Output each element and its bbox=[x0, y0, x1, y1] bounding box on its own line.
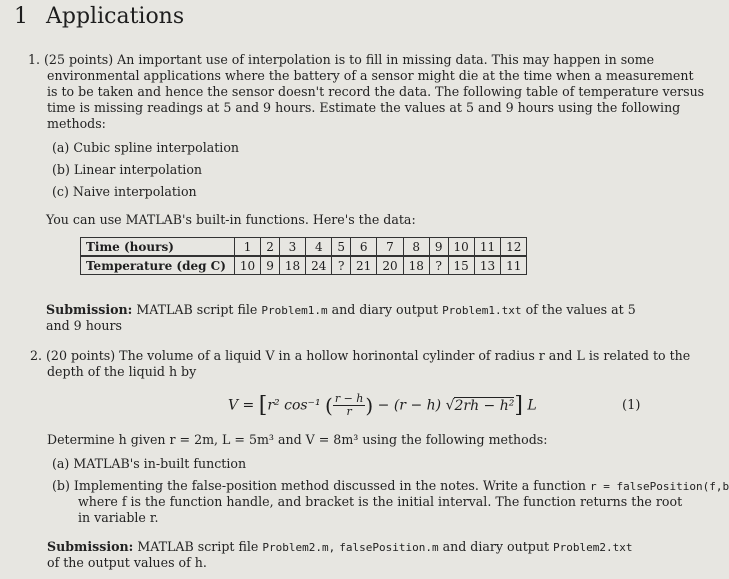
section-title: Applications bbox=[46, 4, 185, 29]
temp-cell: 10 bbox=[234, 256, 260, 275]
temp-cell: ? bbox=[429, 256, 448, 275]
submission-text: MATLAB script file bbox=[136, 302, 258, 317]
time-cell: 11 bbox=[474, 238, 500, 257]
time-cell: 3 bbox=[279, 238, 305, 257]
volume-equation: V = [r² cos⁻¹ ( $\frac{r - h}{r}) - (r - h)$ √2rh − h²] L bbox=[228, 392, 537, 418]
time-cell: 7 bbox=[377, 238, 403, 257]
temp-cell: ? bbox=[332, 256, 351, 275]
temp-cell: 13 bbox=[474, 256, 500, 275]
temp-cell: 9 bbox=[261, 256, 280, 275]
method-b-code: r = falsePosition(f,b bbox=[590, 480, 729, 493]
time-cell: 12 bbox=[501, 238, 527, 257]
eq-rest: − (r − h) bbox=[377, 397, 442, 414]
submission-text: and diary output bbox=[331, 302, 439, 317]
eq-lhs: V = bbox=[228, 397, 255, 414]
time-header: Time (hours) bbox=[81, 238, 235, 257]
eq-r2cos: r² cos⁻¹ bbox=[267, 397, 321, 414]
eq-frac-num: r − h bbox=[334, 392, 364, 405]
submission-text: MATLAB script file bbox=[137, 539, 259, 554]
temp-cell: 21 bbox=[351, 256, 377, 275]
q1-submission-line-2: and 9 hours bbox=[46, 318, 122, 333]
submission-file: falsePosition.m bbox=[339, 541, 439, 554]
q2-method-b-line-1 bbox=[52, 478, 729, 495]
temperature-header: Temperature (deg C) bbox=[81, 256, 235, 275]
q2-submission bbox=[47, 539, 633, 556]
temp-cell: 24 bbox=[306, 256, 332, 275]
q1-line-4: time is missing readings at 5 and 9 hours. Estimate the values at 5 and 9 hours using the following bbox=[47, 100, 681, 115]
data-table bbox=[80, 237, 527, 275]
q2-method-b-line-2: where f is the function handle, and bracket is the initial interval. The function returns the root bbox=[78, 494, 683, 509]
submission-file: Problem2.txt bbox=[553, 541, 633, 554]
q1-method-c: (c) Naive interpolation bbox=[52, 184, 197, 199]
method-b-text: (b) Implementing the false-position method discussed in the notes. Write a function bbox=[52, 478, 587, 493]
submission-text: and diary output bbox=[442, 539, 550, 554]
q2-determine: Determine h given r = 2m, L = 5m³ and V = 8m³ using the following methods: bbox=[47, 432, 548, 447]
eq-bracket-open: [ bbox=[258, 393, 268, 418]
eq-L: L bbox=[527, 397, 537, 414]
submission-file: Problem1.m bbox=[261, 304, 328, 317]
q2-submission-line-2: of the output values of h. bbox=[47, 555, 207, 570]
q1-builtin-note: You can use MATLAB's built-in functions. Here's the data: bbox=[46, 212, 416, 227]
temp-cell: 11 bbox=[501, 256, 527, 275]
time-cell: 10 bbox=[448, 238, 474, 257]
q2-method-b-line-3: in variable r. bbox=[78, 510, 159, 525]
q2-line-2: depth of the liquid h by bbox=[47, 364, 197, 379]
q1-submission bbox=[46, 302, 636, 319]
time-cell: 4 bbox=[306, 238, 332, 257]
eq-sqrt: 2rh − h² bbox=[454, 397, 515, 414]
temp-cell: 20 bbox=[377, 256, 403, 275]
q1-line-1: 1. (25 points) An important use of interpolation is to fill in missing data. This may happen in some bbox=[28, 52, 655, 67]
temp-cell: 18 bbox=[403, 256, 429, 275]
time-cell: 6 bbox=[351, 238, 377, 257]
q1-method-b: (b) Linear interpolation bbox=[52, 162, 203, 177]
time-cell: 8 bbox=[403, 238, 429, 257]
submission-file: Problem2.m, bbox=[262, 541, 336, 554]
q1-line-3: is to be taken and hence the sensor doesn't record the data. The following table of temperature versus bbox=[47, 84, 705, 99]
q2-line-1: 2. (20 points) The volume of a liquid V in a hollow horinontal cylinder of radius r and L is related to the bbox=[30, 348, 691, 363]
equation-number: (1) bbox=[622, 398, 641, 413]
submission-file: Problem1.txt bbox=[442, 304, 522, 317]
section-number: 1 bbox=[14, 4, 28, 29]
time-row bbox=[81, 238, 527, 257]
eq-bracket-close: ] bbox=[514, 393, 523, 418]
time-cell: 1 bbox=[234, 238, 260, 257]
q2-method-a: (a) MATLAB's in-built function bbox=[52, 456, 247, 471]
temperature-row bbox=[81, 256, 527, 275]
submission-label: Submission: bbox=[46, 302, 133, 317]
q1-line-2: environmental applications where the battery of a sensor might die at the time when a measurement bbox=[47, 68, 694, 83]
time-cell: 5 bbox=[332, 238, 351, 257]
q1-method-a: (a) Cubic spline interpolation bbox=[52, 140, 240, 155]
eq-fraction bbox=[333, 393, 366, 418]
submission-label: Submission: bbox=[47, 539, 134, 554]
q1-line-5: methods: bbox=[47, 116, 106, 131]
eq-frac-den: r bbox=[346, 405, 352, 418]
submission-text: of the values at 5 bbox=[525, 302, 636, 317]
temp-cell: 15 bbox=[448, 256, 474, 275]
temp-cell: 18 bbox=[279, 256, 305, 275]
time-cell: 2 bbox=[261, 238, 280, 257]
time-cell: 9 bbox=[429, 238, 448, 257]
